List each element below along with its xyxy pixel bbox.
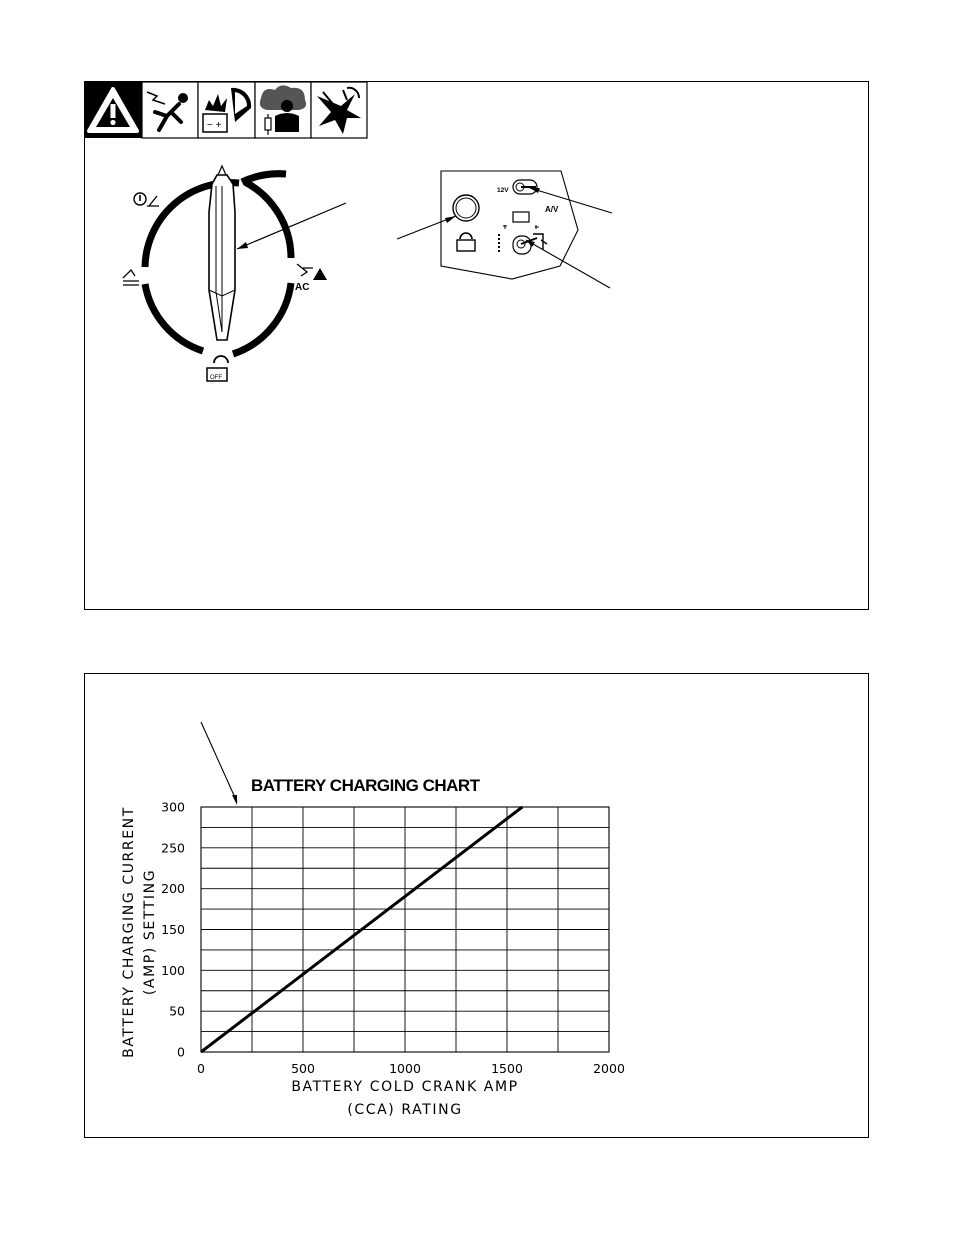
icon-frame bbox=[142, 82, 198, 138]
y-axis-label-line1: BATTERY CHARGING CURRENT bbox=[121, 806, 137, 1058]
y-tick-label: 50 bbox=[169, 1003, 185, 1019]
svg-text:− +: − + bbox=[207, 120, 222, 131]
y-tick-label: 250 bbox=[161, 840, 185, 856]
switch-panel bbox=[397, 171, 612, 288]
y-axis-label-line2: (AMP) SETTING bbox=[142, 868, 158, 996]
x-tick-label: 1000 bbox=[389, 1061, 421, 1076]
y-tick-label: 200 bbox=[161, 881, 185, 897]
y-tick-label: 150 bbox=[161, 922, 185, 937]
stick-weld-icon bbox=[134, 193, 159, 206]
dial-knob[interactable] bbox=[209, 166, 235, 340]
circuit-breaker-button[interactable] bbox=[453, 195, 479, 221]
y-tick-label: 0 bbox=[177, 1044, 185, 1060]
battery-charge-icon bbox=[207, 356, 228, 381]
ac-weld-icon bbox=[295, 264, 327, 293]
x-tick-label: 500 bbox=[291, 1061, 315, 1076]
battery-charging-chart bbox=[85, 674, 870, 1139]
meter-label: A/V bbox=[545, 205, 559, 214]
chart-title: BATTERY CHARGING CHART bbox=[251, 776, 480, 795]
chart-ticks bbox=[161, 800, 625, 1077]
y-tick-label: 300 bbox=[161, 799, 185, 815]
controls-illustration bbox=[85, 82, 870, 611]
tig-weld-icon bbox=[123, 270, 139, 285]
controls-panel bbox=[84, 81, 869, 610]
x-axis-label-line2: (CCA) RATING bbox=[347, 1102, 463, 1118]
x-tick-label: 0 bbox=[197, 1061, 205, 1076]
warning-icon-strip bbox=[85, 82, 367, 138]
ac-label: AC bbox=[295, 282, 310, 293]
voltage-12v-label: 12V bbox=[497, 187, 509, 194]
x-axis-label-line1: BATTERY COLD CRANK AMP bbox=[291, 1079, 519, 1095]
y-tick-label: 100 bbox=[161, 962, 185, 978]
x-tick-label: 2000 bbox=[593, 1061, 625, 1076]
process-selector-dial[interactable] bbox=[145, 166, 346, 354]
battery-off-label: OFF bbox=[210, 375, 222, 381]
x-tick-label: 1500 bbox=[491, 1061, 523, 1076]
battery-chart-panel bbox=[84, 673, 869, 1138]
chart-grid bbox=[201, 807, 609, 1052]
chart-leader-line bbox=[201, 722, 237, 802]
chart-leader-arrowhead bbox=[232, 795, 237, 805]
